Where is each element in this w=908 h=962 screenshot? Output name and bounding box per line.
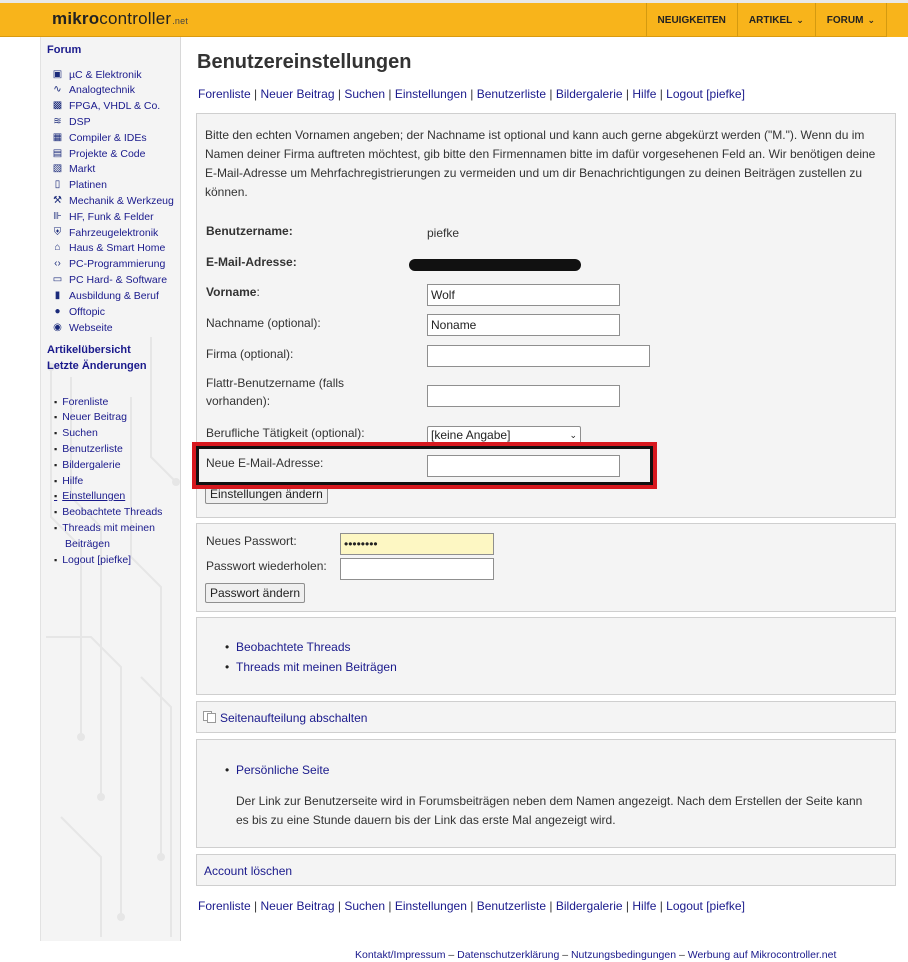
- sidebar-item-projekte[interactable]: ▤ Projekte & Code: [52, 147, 146, 160]
- repeat-password-label: Passwort wiederholen:: [206, 559, 327, 573]
- sidebar-item-platinen[interactable]: ▯ Platinen: [52, 177, 107, 192]
- link-watched-threads[interactable]: • Beobachtete Threads: [236, 640, 351, 654]
- sidebar-item-compiler[interactable]: ▦ Compiler & IDEs: [52, 131, 147, 144]
- sidebar-item-haus[interactable]: ⌂ Haus & Smart Home: [52, 240, 165, 255]
- footer-link-impressum[interactable]: Kontakt/Impressum: [355, 949, 446, 961]
- sidebar-link-hilfe[interactable]: ▪ Hilfe: [54, 473, 83, 489]
- link-bildergalerie[interactable]: Bildergalerie: [555, 899, 623, 913]
- chevron-down-icon: ⌄: [867, 14, 875, 25]
- sidebar-item-uc-elektronik[interactable]: ▣ µC & Elektronik: [52, 68, 142, 81]
- new-email-input[interactable]: [427, 455, 620, 477]
- link-einstellungen[interactable]: Einstellungen: [394, 87, 467, 101]
- link-hilfe[interactable]: Hilfe: [632, 899, 657, 913]
- pages-icon: [203, 711, 216, 723]
- new-email-label: Neue E-Mail-Adresse:: [206, 456, 324, 470]
- antenna-icon: ⊪: [53, 211, 62, 222]
- chevron-down-icon: ⌄: [796, 14, 804, 25]
- toggle-pagination-link[interactable]: Seitenaufteilung abschalten: [220, 711, 368, 725]
- monitor-icon: ▭: [52, 274, 63, 285]
- globe-icon: ◉: [53, 322, 62, 333]
- link-forenliste[interactable]: Forenliste: [198, 87, 251, 101]
- link-logout[interactable]: Logout [piefke]: [666, 87, 745, 101]
- email-label: E-Mail-Adresse:: [206, 255, 297, 269]
- brackets-icon: ‹›: [54, 258, 61, 269]
- footer-link-werbung[interactable]: Werbung auf Mikrocontroller.net: [687, 949, 837, 961]
- sidebar-item-fpga[interactable]: ▩ FPGA, VHDL & Co.: [52, 99, 161, 112]
- firstname-label: Vorname:: [206, 285, 260, 299]
- flattr-label: Flattr-Benutzername (falls vorhanden):: [206, 376, 345, 408]
- link-suchen[interactable]: Suchen: [344, 87, 386, 101]
- username-label: Benutzername:: [206, 224, 293, 238]
- footer: Kontakt/Impressum – Datenschutzerklärung – Nutzungsbedingungen – Werbung auf Mikrocontroller.net: [355, 949, 837, 961]
- terminal-icon: ▦: [52, 132, 63, 143]
- link-bildergalerie[interactable]: Bildergalerie: [555, 87, 623, 101]
- cart-icon: ▧: [52, 163, 63, 174]
- chat-icon: ●: [54, 306, 61, 317]
- sidebar-artikeluebersicht[interactable]: Artikelübersicht: [47, 344, 131, 356]
- firstname-input[interactable]: [427, 284, 620, 306]
- site-logo[interactable]: mikrocontroller.net: [52, 9, 189, 28]
- sidebar-letzte-aenderungen[interactable]: Letzte Änderungen: [47, 360, 147, 372]
- home-icon: ⌂: [54, 242, 61, 253]
- page-title: Benutzereinstellungen: [197, 51, 412, 73]
- chevron-down-icon: ⌄: [569, 429, 577, 440]
- link-benutzerliste[interactable]: Benutzerliste: [476, 87, 547, 101]
- link-suchen[interactable]: Suchen: [344, 899, 386, 913]
- save-settings-button[interactable]: Einstellungen ändern: [205, 484, 328, 504]
- sidebar-item-fahrzeug[interactable]: ⛨ Fahrzeugelektronik: [53, 226, 159, 239]
- lastname-label: Nachname (optional):: [206, 316, 321, 330]
- threads-panel: [196, 617, 896, 695]
- password-panel: [196, 523, 896, 612]
- top-nav: [646, 3, 886, 37]
- sidebar-link-suchen[interactable]: ▪ Suchen: [54, 425, 98, 441]
- settings-panel: [196, 113, 896, 518]
- wave-icon: ≋: [53, 116, 62, 127]
- company-input[interactable]: [427, 345, 650, 367]
- lastname-input[interactable]: [427, 314, 620, 336]
- sidebar-link-logout[interactable]: ▪ Logout [piefke]: [54, 552, 131, 568]
- sidebar-item-ausbildung[interactable]: ▮ Ausbildung & Beruf: [52, 288, 159, 303]
- pagination-panel: [196, 701, 896, 733]
- nav-forum[interactable]: FORUM ⌄: [815, 3, 886, 37]
- board-icon: ▯: [54, 179, 61, 190]
- sine-icon: ∿: [53, 84, 62, 95]
- top-nav-links: Forenliste | Neuer Beitrag | Suchen | Einstellungen | Benutzerliste | Bildergalerie | Hilfe | Logout [piefke]: [198, 87, 745, 101]
- footer-link-datenschutz[interactable]: Datenschutzerklärung: [457, 949, 560, 961]
- sidebar-item-pc-hardware[interactable]: ▭ PC Hard- & Software: [52, 273, 168, 286]
- sidebar-item-dsp[interactable]: ≋ DSP: [53, 115, 91, 128]
- sidebar-item-offtopic[interactable]: ● Offtopic: [52, 304, 105, 319]
- delete-account-link[interactable]: Account löschen: [204, 864, 293, 878]
- link-neuer-beitrag[interactable]: Neuer Beitrag: [260, 899, 335, 913]
- sidebar-item-webseite[interactable]: ◉ Webseite: [53, 321, 113, 334]
- sidebar-link-benutzerliste[interactable]: ▪ Benutzerliste: [54, 441, 123, 457]
- new-password-label: Neues Passwort:: [206, 534, 297, 548]
- link-forenliste[interactable]: Forenliste: [198, 899, 251, 913]
- header-edge: [886, 3, 908, 37]
- sidebar-link-bildergalerie[interactable]: ▪ Bildergalerie: [54, 457, 121, 473]
- new-password-input[interactable]: [340, 533, 494, 555]
- delete-account-panel: [196, 854, 896, 886]
- sidebar-link-einstellungen[interactable]: ▪ Einstellungen: [54, 488, 125, 504]
- redacted-email: [409, 259, 581, 271]
- intro-text: Bitte den echten Vornamen angeben; der Nachname ist optional und kann auch gerne abgekürzt werden ("M."). Wenn du im Namen deiner Firma auftreten möchtest, gib bitte den Firmennamen bitte im dafür vorgesehenen Feld an. Wir benötigen deine E-Mail-Adresse um Mehrfachregistrierungen zu vermeiden und um dir Benachrichtigungen zu deinen Beiträgen zustellen zu können.: [205, 128, 876, 199]
- link-einstellungen[interactable]: Einstellungen: [394, 899, 467, 913]
- sidebar-item-analogtechnik[interactable]: ∿ Analogtechnik: [53, 83, 135, 96]
- sidebar-link-meine-threads[interactable]: ▪ Threads mit meinen: [54, 520, 155, 536]
- book-icon: ▮: [54, 290, 61, 301]
- sidebar-item-markt[interactable]: ▧ Markt: [52, 162, 96, 175]
- change-password-button[interactable]: Passwort ändern: [205, 583, 305, 603]
- link-personal-page[interactable]: • Persönliche Seite: [236, 763, 329, 777]
- link-logout[interactable]: Logout [piefke]: [666, 899, 745, 913]
- sidebar: [40, 37, 181, 941]
- personal-page-info: Der Link zur Benutzerseite wird in Forumsbeiträgen neben dem Namen angezeigt. Nach dem Erstellen der Seite kann es bis zu eine Stunde dauern bis der Link das erste Mal angezeigt wird.: [236, 794, 863, 827]
- link-benutzerliste[interactable]: Benutzerliste: [476, 899, 547, 913]
- sidebar-item-pc-programmierung[interactable]: ‹› PC-Programmierung: [52, 256, 165, 271]
- personal-page-panel: [196, 739, 896, 848]
- footer-link-nutzungsbedingungen[interactable]: Nutzungsbedingungen: [570, 949, 677, 961]
- username-value: piefke: [427, 226, 460, 240]
- sidebar-item-hf-funk[interactable]: ⊪ HF, Funk & Felder: [53, 210, 154, 223]
- car-icon: ⛨: [53, 227, 62, 238]
- job-select[interactable]: [keine Angabe] ⌄: [427, 426, 581, 444]
- sidebar-link-forenliste[interactable]: ▪ Forenliste: [54, 394, 108, 410]
- sidebar-link-meine-threads-cont[interactable]: Beiträgen: [65, 538, 110, 550]
- company-label: Firma (optional):: [206, 347, 294, 361]
- link-my-threads[interactable]: • Threads mit meinen Beiträgen: [236, 660, 397, 674]
- sidebar-link-beobachtete-threads[interactable]: ▪ Beobachtete Threads: [54, 504, 162, 520]
- sidebar-forum-heading[interactable]: Forum: [47, 44, 82, 56]
- nav-neuigkeiten[interactable]: NEUIGKEITEN: [646, 3, 737, 37]
- sidebar-link-neuer-beitrag[interactable]: ▪ Neuer Beitrag: [54, 409, 127, 425]
- flattr-input[interactable]: [427, 385, 620, 407]
- repeat-password-input[interactable]: [340, 558, 494, 580]
- bottom-nav-links: Forenliste | Neuer Beitrag | Suchen | Einstellungen | Benutzerliste | Bildergalerie | Hilfe | Logout [piefke]: [198, 899, 745, 913]
- nav-artikel[interactable]: ARTIKEL ⌄: [737, 3, 815, 37]
- wrench-icon: ⚒: [53, 195, 62, 206]
- sidebar-item-mechanik[interactable]: ⚒ Mechanik & Werkzeug: [53, 194, 174, 207]
- job-label: Berufliche Tätigkeit (optional):: [206, 426, 365, 440]
- link-hilfe[interactable]: Hilfe: [632, 87, 657, 101]
- link-neuer-beitrag[interactable]: Neuer Beitrag: [260, 87, 335, 101]
- code-icon: ▤: [52, 148, 63, 159]
- fpga-icon: ▩: [52, 100, 63, 111]
- site-header: [0, 0, 908, 37]
- chip-icon: ▣: [52, 69, 63, 80]
